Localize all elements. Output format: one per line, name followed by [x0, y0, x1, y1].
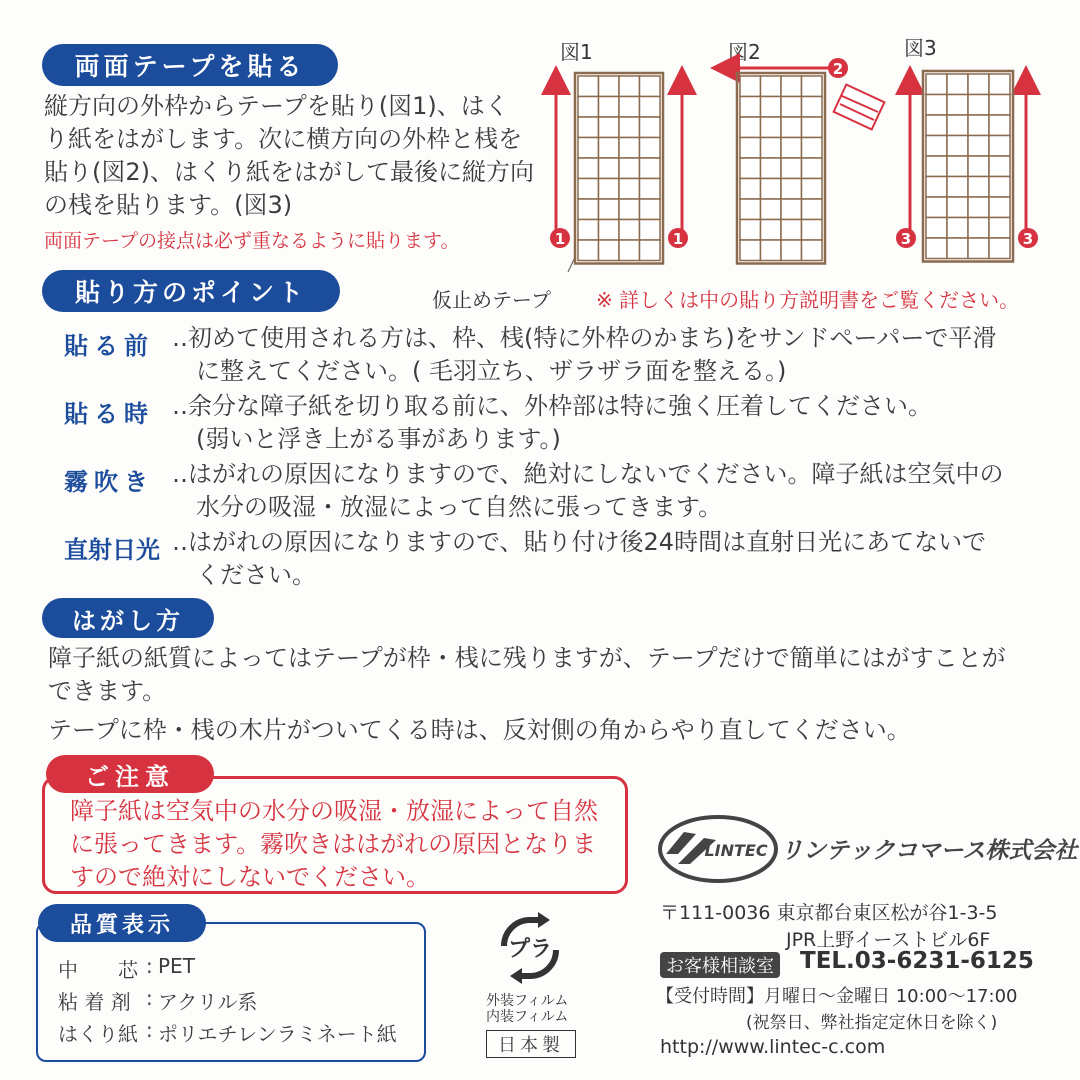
shoji-grid-1	[575, 73, 663, 264]
shoji-pane	[781, 158, 802, 179]
shoji-figures	[540, 50, 1060, 290]
shoji-pane	[802, 158, 823, 179]
shoji-pane	[802, 179, 823, 200]
shoji-pane	[640, 76, 661, 97]
shoji-pane	[619, 76, 640, 97]
business-hours	[656, 982, 1017, 1008]
shoji-pane	[761, 117, 782, 138]
shoji-pane	[947, 95, 968, 116]
shoji-pane	[926, 177, 947, 198]
shoji-pane	[989, 95, 1010, 116]
shoji-pane	[947, 177, 968, 198]
shoji-pane	[968, 156, 989, 177]
step-badge	[1018, 228, 1038, 248]
shoji-pane	[599, 138, 620, 159]
shoji-pane	[802, 199, 823, 220]
company-tel: TEL.03-6231-6125	[800, 948, 1034, 974]
caution-line: 障子紙は空気中の水分の吸湿・放湿によって自然	[70, 797, 598, 825]
shoji-pane	[968, 74, 989, 95]
shoji-pane	[599, 117, 620, 138]
recycle-line2: 内装フィルム	[486, 1009, 569, 1025]
shoji-pane	[926, 74, 947, 95]
shoji-pane	[761, 138, 782, 159]
shoji-pane	[968, 197, 989, 218]
shoji-pane	[989, 177, 1010, 198]
shoji-pane	[989, 156, 1010, 177]
quality-key: はくり紙	[58, 1022, 138, 1046]
point-label: 霧吹き	[64, 468, 154, 496]
shoji-pane	[926, 156, 947, 177]
caution-line: に張ってきます。霧吹きははがれの原因となりま	[70, 830, 597, 858]
shoji-pane	[968, 218, 989, 239]
section3-body	[48, 642, 1006, 747]
shoji-pane	[578, 199, 599, 220]
hours-label: 【受付時間】	[656, 986, 764, 1007]
shoji-pane	[578, 76, 599, 97]
shoji-pane	[578, 97, 599, 118]
shoji-pane	[989, 218, 1010, 239]
shoji-pane	[802, 117, 823, 138]
svg-text:LINTEC: LINTEC	[704, 841, 768, 860]
quality-row: 粘 着 剤 : アクリル系	[58, 986, 397, 1018]
point-label: 貼る前	[64, 332, 154, 360]
shoji-pane	[781, 97, 802, 118]
shoji-pane	[578, 158, 599, 179]
step-badge	[896, 228, 916, 248]
shoji-pane	[781, 138, 802, 159]
points-list	[64, 322, 1004, 594]
shoji-pane	[802, 138, 823, 159]
section-title-removal: はがし方	[42, 598, 214, 638]
quality-value: ポリエチレンラミネート紙	[158, 1022, 397, 1046]
shoji-pane	[781, 240, 802, 261]
address-line1: 〒111-0036 東京都台東区松が谷1-3-5	[660, 902, 998, 924]
shoji-pane	[968, 238, 989, 259]
shoji-pane	[761, 158, 782, 179]
shoji-pane	[740, 76, 761, 97]
point-line: ‥はがれの原因になりますので、貼り付け後24時間は直射日光にあてないで	[172, 528, 987, 556]
quality-value: アクリル系	[158, 990, 258, 1014]
hours-value: 月曜日～金曜日 10:00～17:00	[764, 986, 1018, 1007]
shoji-pane	[926, 238, 947, 259]
svg-text:プラ: プラ	[507, 937, 553, 962]
shoji-pane	[926, 218, 947, 239]
shoji-pane	[619, 240, 640, 261]
caution-line: すので絶対にしないでください。	[70, 863, 430, 891]
shoji-pane	[802, 76, 823, 97]
shoji-pane	[761, 76, 782, 97]
manual-note: ※ 詳しくは中の貼り方説明書をご覧ください。	[596, 288, 1020, 312]
shoji-pane	[599, 240, 620, 261]
shoji-pane	[761, 179, 782, 200]
shoji-pane	[619, 220, 640, 241]
step-badge	[828, 58, 848, 78]
section1-line: 縦方向の外枠からテープを貼り(図1)、はく	[44, 92, 509, 120]
shoji-pane	[740, 199, 761, 220]
figure-1-label: 図1	[560, 40, 593, 64]
recycle-line1: 外装フィルム	[486, 993, 569, 1009]
shoji-pane	[947, 136, 968, 157]
caution-body	[70, 795, 598, 894]
shoji-pane	[619, 158, 640, 179]
shoji-pane	[947, 156, 968, 177]
shoji-pane	[781, 117, 802, 138]
point-line: ‥初めて使用される方は、枠、桟(特に外枠のかまち)をサンドペーパーで平滑	[172, 324, 997, 352]
svg-text:1: 1	[672, 230, 684, 248]
recycle-pla-icon	[490, 910, 570, 986]
shoji-pane	[740, 138, 761, 159]
section3-line: テープに枠・桟の木片がついてくる時は、反対側の角からやり直してください。	[48, 716, 911, 744]
shoji-pane	[926, 115, 947, 136]
shoji-pane	[989, 238, 1010, 259]
shoji-pane	[989, 115, 1010, 136]
shoji-pane	[761, 220, 782, 241]
shoji-pane	[640, 240, 661, 261]
shoji-pane	[926, 95, 947, 116]
shoji-pane	[740, 158, 761, 179]
point-item	[64, 458, 1004, 526]
point-label: 直射日光	[64, 536, 160, 564]
quality-title: 品質表示	[38, 904, 206, 942]
section3-line: できます。	[48, 677, 167, 705]
shoji-pane	[578, 240, 599, 261]
shoji-pane	[926, 197, 947, 218]
shoji-pane	[640, 117, 661, 138]
holidays-note: (祝祭日、弊社指定定休日を除く)	[746, 1013, 998, 1033]
quality-rows	[58, 954, 397, 1050]
shoji-pane	[578, 138, 599, 159]
shoji-pane	[740, 97, 761, 118]
shoji-pane	[802, 240, 823, 261]
point-line: に整えてください。( 毛羽立ち、ザラザラ面を整える。)	[196, 357, 787, 385]
svg-text:3: 3	[1022, 230, 1034, 248]
shoji-pane	[947, 197, 968, 218]
shoji-pane	[947, 74, 968, 95]
shoji-pane	[599, 158, 620, 179]
point-line: ‥はがれの原因になりますので、絶対にしないでください。障子紙は空気中の	[172, 460, 1004, 488]
shoji-pane	[640, 138, 661, 159]
origin-badge: 日本製	[486, 1030, 576, 1058]
shoji-pane	[619, 179, 640, 200]
shoji-pane	[947, 115, 968, 136]
shoji-pane	[802, 220, 823, 241]
figure-2-label: 図2	[728, 40, 761, 64]
shoji-pane	[599, 179, 620, 200]
shoji-pane	[599, 199, 620, 220]
shoji-pane	[761, 199, 782, 220]
shoji-pane	[761, 97, 782, 118]
shoji-pane	[740, 220, 761, 241]
company-url[interactable]: http://www.lintec-c.com	[660, 1036, 886, 1058]
shoji-pane	[578, 220, 599, 241]
shoji-pane	[640, 220, 661, 241]
shoji-pane	[619, 138, 640, 159]
section-title-points: 貼り方のポイント	[42, 270, 340, 312]
shoji-grid-3	[923, 71, 1013, 262]
caution-title: ご注意	[46, 755, 214, 793]
point-item	[64, 390, 1004, 458]
shoji-pane	[989, 74, 1010, 95]
point-line: ください。	[196, 561, 316, 589]
shoji-pane	[599, 220, 620, 241]
shoji-pane	[619, 199, 640, 220]
shoji-pane	[947, 218, 968, 239]
lintec-logo-icon	[656, 812, 780, 886]
shoji-pane	[968, 177, 989, 198]
point-line: 水分の吸湿・放湿によって自然に張ってきます。	[196, 493, 723, 521]
shoji-pane	[640, 199, 661, 220]
section1-line: 貼り(図2)、はくり紙をはがして最後に縦方向	[44, 158, 534, 186]
section3-line: 障子紙の紙質によってはテープが枠・桟に残りますが、テープだけで簡単にはがすことが	[48, 644, 1006, 672]
quality-key: 粘 着 剤	[58, 990, 131, 1014]
shoji-pane	[640, 97, 661, 118]
point-item	[64, 526, 1004, 594]
section1-line: の桟を貼ります。(図3)	[44, 191, 293, 219]
section-title-double-sided-tape: 両面テープを貼る	[42, 44, 338, 86]
svg-text:3: 3	[900, 230, 912, 248]
shoji-pane	[968, 115, 989, 136]
shoji-pane	[599, 97, 620, 118]
shoji-pane	[802, 97, 823, 118]
shoji-pane	[578, 179, 599, 200]
shoji-pane	[599, 76, 620, 97]
quality-key: 中 芯	[58, 958, 138, 982]
step-badge	[550, 228, 570, 248]
svg-text:2: 2	[832, 60, 844, 78]
section1-body	[44, 90, 534, 222]
shoji-pane	[761, 240, 782, 261]
shoji-grid-2	[737, 73, 825, 264]
shoji-pane	[640, 158, 661, 179]
shoji-pane	[578, 117, 599, 138]
quality-value: PET	[158, 954, 195, 978]
shoji-pane	[781, 179, 802, 200]
shoji-pane	[781, 220, 802, 241]
shoji-pane	[968, 95, 989, 116]
shoji-pane	[619, 117, 640, 138]
tape-label: 仮止めテープ	[432, 288, 551, 312]
section1-note: 両面テープの接点は必ず重なるように貼ります。	[44, 230, 460, 252]
shoji-pane	[926, 136, 947, 157]
shoji-pane	[968, 136, 989, 157]
shoji-pane	[781, 76, 802, 97]
shoji-pane	[640, 179, 661, 200]
quality-row: 中 芯 : PET	[58, 954, 397, 986]
shoji-pane	[740, 240, 761, 261]
shoji-pane	[989, 136, 1010, 157]
consult-label: お客様相談室	[660, 952, 780, 978]
step-badge	[668, 228, 688, 248]
address-line2: JPR上野イーストビル6F	[786, 929, 991, 951]
point-line: ‥余分な障子紙を切り取る前に、外枠部は特に強く圧着してください。	[172, 392, 933, 420]
figure-3-label: 図3	[904, 36, 937, 60]
shoji-pane	[989, 197, 1010, 218]
point-line: (弱いと浮き上がる事があります。)	[196, 425, 561, 453]
point-item	[64, 322, 1004, 390]
company-address	[660, 898, 998, 952]
quality-row: はくり紙 : ポリエチレンラミネート紙	[58, 1018, 397, 1050]
section1-line: り紙をはがします。次に横方向の外枠と桟を	[44, 125, 523, 153]
shoji-pane	[781, 199, 802, 220]
shoji-pane	[740, 179, 761, 200]
shoji-pane	[619, 97, 640, 118]
shoji-pane	[947, 238, 968, 259]
company-name: リンテックコマース株式会社	[780, 838, 1078, 864]
shoji-pane	[740, 117, 761, 138]
point-label: 貼る時	[64, 400, 154, 428]
svg-text:1: 1	[554, 230, 566, 248]
